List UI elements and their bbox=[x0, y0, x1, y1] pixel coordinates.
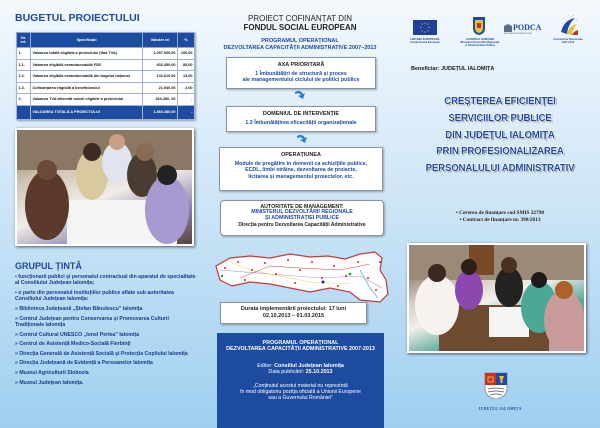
government-caption-line-3: și Administrației Publice bbox=[464, 44, 496, 48]
priority-axis-title: AXA PRIORITARĂ bbox=[277, 62, 325, 68]
ministry-line-1: MINISTERUL DEZVOLTĂRII REGIONALE bbox=[251, 209, 353, 215]
publish-date-line bbox=[217, 369, 384, 375]
podca-logo-icon bbox=[504, 24, 512, 32]
disclaimer-line-1: „Conținutul acestui material nu reprezintă bbox=[253, 382, 348, 389]
priority-axis-text bbox=[227, 71, 375, 84]
funding-references bbox=[400, 210, 600, 224]
training-photo-2 bbox=[407, 243, 586, 353]
operation-text bbox=[220, 161, 382, 180]
header-spec: Specificații bbox=[31, 33, 143, 48]
footer-programme bbox=[217, 340, 384, 353]
podca-logo-text: PODCA bbox=[513, 23, 542, 32]
photo-1-illustration bbox=[17, 130, 192, 244]
row-nr: 2. bbox=[17, 94, 31, 106]
duration-line-1: Durata implementării proiectului: 17 luni bbox=[240, 306, 347, 312]
target-group-title: GRUPUL ȚINTĂ bbox=[15, 261, 82, 271]
row-percent: - bbox=[178, 94, 195, 106]
eu-caption bbox=[404, 38, 446, 44]
table-row bbox=[17, 94, 195, 106]
budget-header-row bbox=[17, 33, 195, 48]
list-item: » Centrul de Asistență Medico-Socială Fierbinți bbox=[15, 341, 131, 348]
structural-instruments-caption-line-2: 2007-2013 bbox=[561, 41, 575, 45]
total-row bbox=[17, 105, 195, 119]
ialomita-county-crest bbox=[484, 372, 508, 400]
header-percent: % bbox=[178, 33, 195, 48]
project-title-line-1: CREȘTEREA EFICIENȚEI bbox=[444, 95, 556, 107]
government-caption-line-2: Ministerul Dezvoltării Regionale bbox=[460, 41, 500, 45]
project-title-line-4: PRIN PROFESIONALIZAREA bbox=[436, 145, 564, 158]
row-percent: 85,00 bbox=[178, 59, 195, 71]
list-item: ▪ funcționarii publici și personalul contractual din aparatul de specialitate al Consiliului Județean Ialomița; bbox=[15, 274, 196, 287]
beneficiary: Beneficiar: JUDEȚUL IALOMIȚA bbox=[411, 66, 495, 72]
project-title-line-5: PERSONALULUI ADMINISTRATIV bbox=[425, 162, 575, 175]
footer-programme-line-1: PROGRAMUL OPERAȚIONAL bbox=[262, 340, 339, 346]
list-item: » Muzeul Agriculturii Slobozia bbox=[15, 369, 89, 376]
project-title bbox=[408, 93, 592, 177]
editor-label: Editor: bbox=[257, 362, 275, 369]
row-percent: 100,00 bbox=[178, 48, 195, 60]
list-item: ▪ o parte din personalul instituțiilor publice aflate sub autoritatea Consiliului Județean Ialomița: bbox=[15, 290, 174, 303]
list-item: » Biblioteca Județeană „Ștefan Bănulescu” Ialomița bbox=[15, 306, 143, 312]
budget-title: BUGETUL PROIECTULUI bbox=[15, 12, 140, 24]
managing-authority-title: AUTORITATE DE MANAGEMENT: bbox=[260, 204, 344, 210]
programme-heading bbox=[200, 38, 400, 51]
row-percent: 2,00 bbox=[178, 82, 195, 94]
table-row bbox=[17, 59, 195, 71]
intervention-domain-box bbox=[226, 106, 376, 132]
row-value: 932.450,00 bbox=[143, 59, 178, 71]
row-spec: Cofinanțarea eligibilă a beneficiarului bbox=[31, 82, 143, 94]
programme-line-2: DEZVOLTAREA CAPACITĂȚII ADMINISTRATIVE 2007–2013 bbox=[223, 44, 377, 51]
budget-table bbox=[16, 32, 195, 120]
operation-line-1: Module de pregătire în domenii ca achizițiile publice, bbox=[234, 161, 368, 167]
list-item: » Direcția Generală de Asistență Socială și Protecția Copilului Ialomița bbox=[15, 350, 188, 357]
row-spec: Valoarea totală eligibilă a proiectului (fără TVA) bbox=[31, 48, 143, 60]
podca-subtitle: ANDREAM IN ADMINISTRATIE bbox=[504, 33, 532, 35]
duration-text bbox=[221, 306, 366, 319]
header-nr: Nr. crt. bbox=[17, 33, 31, 48]
operation-box bbox=[219, 147, 383, 191]
operation-line-3: licitarea și managementul proiectelor, etc. bbox=[248, 173, 354, 180]
editor-info bbox=[217, 363, 384, 376]
photo-2-illustration bbox=[409, 245, 584, 351]
row-nr: 1.2. bbox=[17, 71, 31, 83]
list-item: » Centrul Județean pentru Conservarea și Promovarea Culturii Tradiționale Ialomița bbox=[15, 315, 169, 328]
crest-caption: JUDEȚUL IALOMIȚA bbox=[478, 407, 522, 411]
list-item: » Muzeul Județean Ialomița. bbox=[15, 379, 84, 386]
curved-arrow-icon bbox=[294, 90, 306, 99]
disclaimer bbox=[217, 383, 384, 402]
row-value: 1.097.000,00 bbox=[143, 48, 178, 60]
structural-instruments-caption bbox=[546, 38, 590, 44]
intervention-domain-text: 1.3 Îmbunătățirea eficacității organizaționale bbox=[245, 120, 357, 126]
project-title-line-2: SERVICIILOR PUBLICE bbox=[448, 111, 552, 124]
list-item: » Direcția Județeană de Evidență a Persoanelor Ialomița bbox=[15, 360, 153, 367]
contract-number: • Contract de finanțare nr. 390/2013 bbox=[459, 217, 541, 223]
duration-box bbox=[220, 302, 367, 324]
total-nr bbox=[17, 105, 31, 119]
government-caption bbox=[456, 38, 504, 47]
operation-line-2: ECDL, limbi străine, dezvoltarea de proiecte, bbox=[245, 167, 357, 174]
managing-authority-ministry bbox=[221, 210, 383, 222]
publication-info-box bbox=[217, 333, 384, 428]
target-group-list bbox=[15, 274, 197, 389]
eu-caption-line-2: Fondul Social European bbox=[410, 41, 440, 45]
row-value: 21.940,00 bbox=[143, 82, 178, 94]
editor-value: Consiliul Județean Ialomița bbox=[274, 362, 344, 369]
project-title-line-3: DIN JUDEȚUL IALOMIȚA bbox=[445, 128, 555, 141]
list-item: » Centrul Cultural UNESCO „Ionel Perlea” Ialomița bbox=[15, 331, 139, 338]
programme-line-1: PROGRAMUL OPERAȚIONAL bbox=[261, 38, 339, 44]
cofinanced-line-1: PROIECT COFINANȚAT DIN bbox=[247, 14, 352, 23]
operation-title: OPERAȚIUNEA bbox=[280, 152, 322, 158]
footer-programme-line-2: DEZVOLTAREA CAPACITĂȚII ADMINISTRATIVE 2007-2013 bbox=[226, 346, 375, 353]
romania-coat-of-arms-logo bbox=[472, 16, 486, 36]
row-spec: Valoarea eligibilă nerambursabilă din bugetul național bbox=[31, 71, 143, 83]
managing-authority-box bbox=[220, 200, 384, 236]
total-value: 1.360.280,00 bbox=[143, 105, 178, 119]
row-nr: 1. bbox=[17, 48, 31, 60]
row-percent: 13,00 bbox=[178, 71, 195, 83]
disclaimer-line-3: sau a Guvernului României” bbox=[268, 395, 333, 402]
partner-logos bbox=[400, 0, 600, 55]
publish-date-value: 25.10.2013 bbox=[305, 369, 333, 376]
ministry-line-2: ȘI ADMINISTRAȚIEI PUBLICE bbox=[265, 214, 339, 221]
row-spec: Valoarea TVA aferentă valorii eligibile a proiectului bbox=[31, 94, 143, 106]
priority-axis-box bbox=[226, 57, 376, 89]
eu-flag-logo bbox=[413, 20, 437, 35]
structural-instruments-logo bbox=[558, 14, 578, 36]
cofinanced-line-2: FONDUL SOCIAL EUROPEAN bbox=[243, 23, 357, 32]
table-row bbox=[17, 48, 195, 60]
managing-authority-directorate: Direcția pentru Dezvoltarea Capacității Administrative bbox=[238, 221, 366, 228]
table-row bbox=[17, 82, 195, 94]
duration-line-2: 02.10.2013 – 01.03.2015 bbox=[262, 312, 325, 319]
intervention-domain-title: DOMENIUL DE INTERVENȚIE bbox=[262, 111, 340, 117]
government-caption-line-1: GUVERNUL ROMÂNIEI bbox=[465, 38, 495, 41]
row-value: 142.610,00 bbox=[143, 71, 178, 83]
table-row bbox=[17, 71, 195, 83]
publish-date-label: Data publicării: bbox=[268, 369, 306, 376]
row-spec: Valoarea eligibilă nerambursabilă FSE bbox=[31, 59, 143, 71]
smis-code: • Cererea de finanțare cod SMIS 22798 bbox=[455, 210, 545, 216]
total-percent: - bbox=[178, 105, 195, 119]
header-value: Valoare lei bbox=[143, 33, 178, 48]
priority-axis-line-2: ale managementului ciclului de politici publice bbox=[242, 77, 360, 84]
ialomita-county-map bbox=[210, 248, 392, 304]
row-value: 263.280, 00 bbox=[143, 94, 178, 106]
priority-axis-line-1: 1 Îmbunătățiri de structură și proces bbox=[255, 71, 347, 77]
curved-arrow-icon bbox=[296, 134, 308, 143]
eu-caption-line-1: UNIUNEA EUROPEANĂ bbox=[410, 38, 440, 41]
row-nr: 1.1. bbox=[17, 59, 31, 71]
training-photo-1 bbox=[15, 128, 194, 246]
total-spec: VALOAREA TOTALĂ A PROIECTULUI bbox=[31, 105, 143, 119]
structural-instruments-caption-line-1: Instrumente Structurale bbox=[553, 38, 583, 41]
disclaimer-line-2: în mod obligatoriu poziția oficială a Uniunii Europene bbox=[240, 388, 361, 395]
row-nr: 1.3. bbox=[17, 82, 31, 94]
